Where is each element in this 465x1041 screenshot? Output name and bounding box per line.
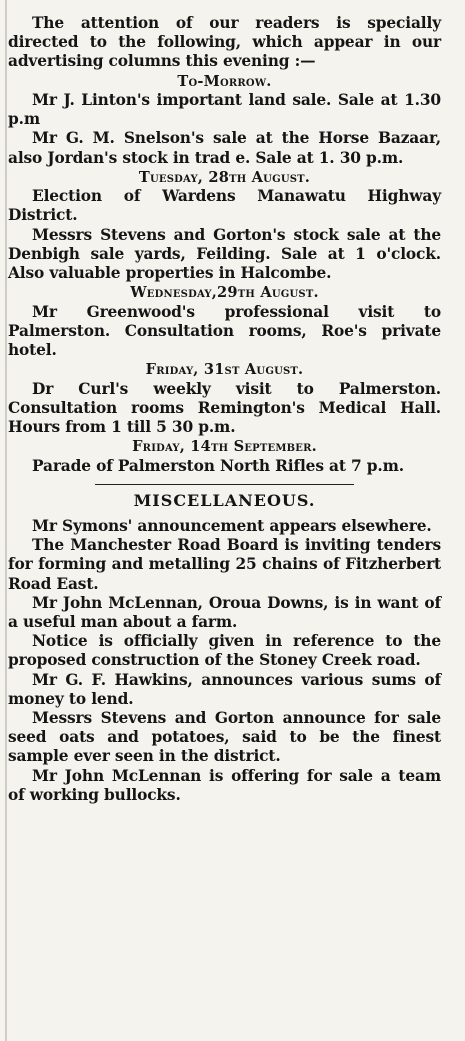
notice-paragraph: Mr G. M. Snelson's sale at the Horse Bazaar, also Jordan's stock in trad e. Sale at 1. 30 p.m. — [8, 129, 441, 167]
section-divider — [95, 484, 355, 485]
notice-paragraph: Mr G. F. Hawkins, announces various sums of money to lend. — [8, 670, 441, 708]
notice-paragraph: Parade of Palmerston North Rifles at 7 p.m. — [32, 456, 404, 475]
date-heading: Friday, 31st August. — [145, 361, 304, 379]
notice-paragraph: The Manchester Road Board is inviting tenders for forming and metalling 25 chains of Fitzherbert Road East. — [8, 536, 441, 593]
column-rule — [5, 0, 7, 1041]
notice-paragraph: Mr Greenwood's professional visit to Palmerston. Consultation rooms, Roe's private hotel. — [8, 302, 441, 360]
notice-paragraph: Mr John McLennan, Oroua Downs, is in want of a useful man about a farm. — [8, 593, 441, 631]
notice-paragraph: Messrs Stevens and Gorton's stock sale at the Denbigh sale yards, Feilding. Sale at 1 o'clock. Also valuable properties in Halcombe. — [8, 225, 441, 283]
notice-paragraph: Mr J. Linton's important land sale. Sale at 1.30 p.m — [8, 91, 441, 129]
article-column — [8, 14, 441, 805]
date-heading: Tuesday, 28th August. — [138, 168, 311, 186]
notice-paragraph: Messrs Stevens and Gorton announce for sale seed oats and potatoes, said to be the finest sample ever seen in the district. — [8, 708, 441, 766]
section-heading: MISCELLANEOUS. — [133, 490, 316, 510]
notice-paragraph: Notice is officially given in reference to the proposed construction of the Stoney Creek road. — [8, 632, 441, 670]
notice-paragraph: Mr Symons' announcement appears elsewhere. — [32, 516, 432, 535]
notice-paragraph: The attention of our readers is specially directed to the following, which appear in our advertising columns this evening :— — [8, 14, 441, 71]
notice-paragraph: Mr John McLennan is offering for sale a team of working bullocks. — [8, 766, 441, 804]
notice-paragraph: Election of Wardens Manawatu Highway District. — [8, 187, 441, 225]
date-heading: To-Morrow. — [177, 72, 272, 90]
notice-paragraph: Dr Curl's weekly visit to Palmerston. Consultation rooms Remington's Medical Hall. Hours from 1 till 5 30 p.m. — [8, 379, 441, 437]
date-heading: Friday, 14th September. — [132, 438, 317, 456]
date-heading: Wednesday,29th August. — [130, 284, 319, 302]
